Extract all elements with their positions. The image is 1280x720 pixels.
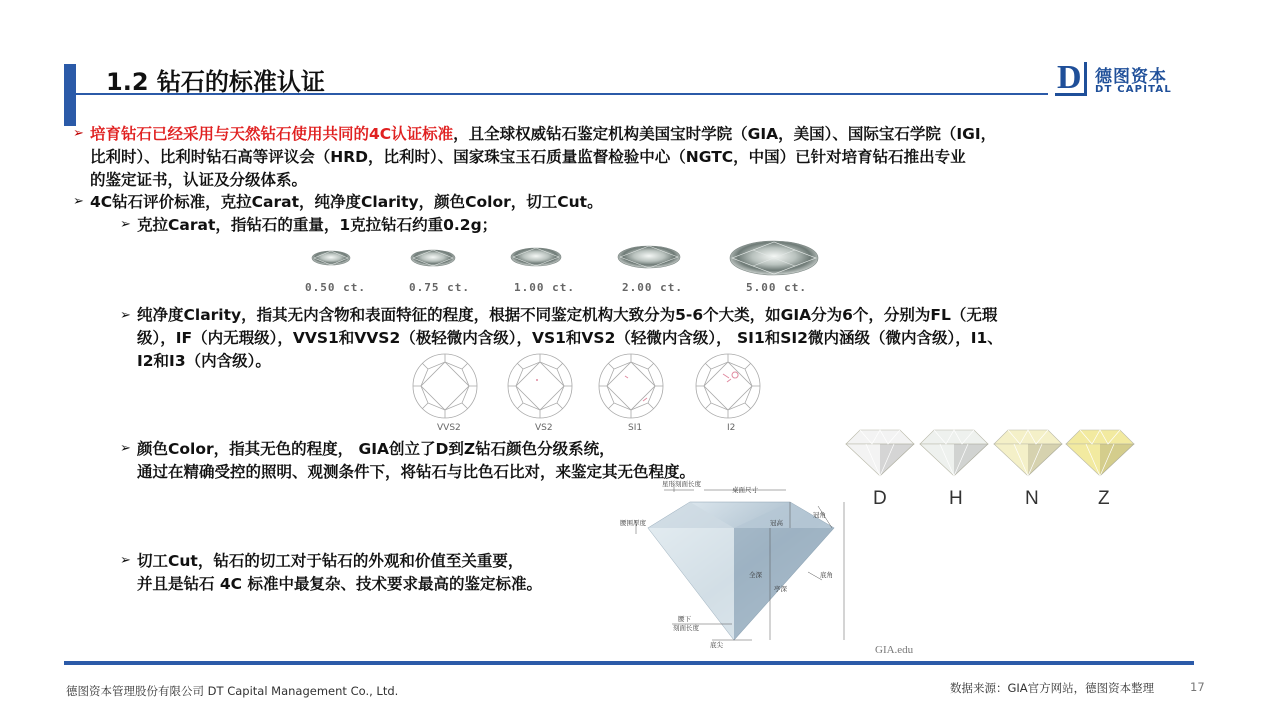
clarity-vvs2-icon: [413, 354, 477, 418]
color-line-2: 通过在精确受控的照明、观测条件下，将钻石与比色石比对，来鉴定其无色程度。: [137, 463, 696, 481]
footer-company: 德图资本管理股份有限公司 DT Capital Management Co., Ltd.: [66, 684, 399, 698]
clarity-vs2-icon: [508, 354, 572, 418]
diamond-2-00ct-icon: [618, 246, 680, 268]
cut-label-star: 星形刻面长度: [662, 480, 701, 488]
cut-label-lower-half: 腰下: [678, 615, 691, 623]
bullet-arrow-icon: ➢: [73, 126, 84, 141]
footer-data-source: 数据来源：GIA官方网站，德图资本整理: [950, 681, 1155, 695]
carat-description: 克拉Carat，指钻石的重量，1克拉钻石约重0.2g；: [137, 216, 498, 234]
carat-label: 0.50 ct.: [305, 281, 366, 294]
color-grade-label: Z: [1098, 488, 1110, 509]
bullet-arrow-icon: ➢: [120, 308, 131, 323]
diamond-5-00ct-icon: [730, 241, 818, 275]
company-logo: [1055, 59, 1185, 96]
clarity-grade-label: VS2: [535, 423, 553, 433]
cut-label-crown-height: 冠高: [770, 519, 783, 527]
bullet-1-line-3: 的鉴定证书，认证及分级体系。: [90, 171, 308, 189]
carat-label: 0.75 ct.: [409, 281, 470, 294]
color-diamond-h-icon: [920, 430, 988, 476]
cut-label-pavilion-depth: 亭深: [774, 585, 787, 593]
page-number: 17: [1190, 680, 1205, 694]
page-title: 1.2 钻石的标准认证: [106, 68, 325, 96]
cut-label-pavilion-angle: 底角: [820, 571, 833, 579]
color-grade-label: H: [949, 488, 963, 509]
carat-label: 5.00 ct.: [746, 281, 807, 294]
carat-label: 2.00 ct.: [622, 281, 683, 294]
footer-divider: [64, 661, 1194, 665]
clarity-grade-label: VVS2: [437, 423, 461, 433]
clarity-diagrams: [405, 348, 775, 424]
image-source-label: GIA.edu: [875, 644, 914, 656]
bullet-1-line-1: 培育钻石已经采用与天然钻石使用共同的4C认证标准，且全球权威钻石鉴定机构美国宝时学院（GIA，美国）、国际宝石学院（IGI，: [90, 125, 997, 143]
color-line-1: 颜色Color，指其无色的程度， GIA创立了D到Z钻石颜色分级系统，: [137, 440, 615, 458]
color-diamonds-image: [840, 418, 1150, 480]
clarity-grade-label: SI1: [628, 423, 643, 433]
bullet-1-highlight: 培育钻石已经采用与天然钻石使用共同的4C认证标准: [90, 125, 454, 143]
clarity-line-1: 纯净度Clarity，指其无内含物和表面特征的程度，根据不同鉴定机构大致分为5-6个大类，如GIA分为6个，分别为FL（无瑕: [137, 306, 998, 324]
color-diamond-n-icon: [994, 430, 1062, 476]
cut-label-lower-half-length: 刻面长度: [673, 624, 699, 632]
logo-mark-icon: D: [1055, 62, 1087, 96]
cut-label-crown-angle: 冠角: [813, 511, 826, 519]
diamond-0-75ct-icon: [411, 250, 455, 266]
cut-label-girdle: 腰围厚度: [620, 519, 646, 527]
color-diamond-d-icon: [846, 430, 914, 476]
diamond-0-50ct-icon: [312, 251, 350, 265]
cut-line-2: 并且是钻石 4C 标准中最复杂、技术要求最高的鉴定标准。: [137, 575, 542, 593]
bullet-2-4c-standard: 4C钻石评价标准，克拉Carat，纯净度Clarity，颜色Color，切工Cut。: [90, 193, 603, 211]
bullet-arrow-icon: ➢: [120, 553, 131, 568]
carat-label: 1.00 ct.: [514, 281, 575, 294]
logo-english-name: DT CAPITAL: [1095, 84, 1172, 95]
bullet-arrow-icon: ➢: [73, 194, 84, 209]
bullet-arrow-icon: ➢: [120, 217, 131, 232]
color-diamond-z-icon: [1066, 430, 1134, 476]
clarity-line-3: I2和I3（内含级）。: [137, 352, 271, 370]
clarity-line-2: 级），IF（内无瑕级），VVS1和VVS2（极轻微内含级），VS1和VS2（轻微内含级）， SI1和SI2微内涵级（微内含级），I1、: [137, 329, 1003, 347]
cut-label-culet: 底尖: [710, 641, 723, 649]
bullet-arrow-icon: ➢: [120, 441, 131, 456]
carat-diamond-images: [300, 236, 840, 282]
cut-label-table: 桌面尺寸: [732, 486, 758, 494]
title-accent-bar: [64, 64, 76, 126]
cut-line-1: 切工Cut，钻石的切工对于钻石的外观和价值至关重要，: [137, 552, 524, 570]
clarity-grade-label: I2: [727, 423, 736, 433]
color-grade-label: D: [873, 488, 887, 509]
bullet-1-line-2: 比利时）、比利时钻石高等评议会（HRD，比利时）、国家珠宝玉石质量监督检验中心（NGTC，中国）已针对培育钻石推出专业: [90, 148, 966, 166]
clarity-i2-icon: [696, 354, 760, 418]
diamond-1-00ct-icon: [511, 248, 561, 266]
clarity-si1-icon: [599, 354, 663, 418]
cut-label-total-depth: 全深: [749, 571, 762, 579]
cut-proportion-diagram: [612, 476, 874, 656]
logo-chinese-name: 德图资本: [1095, 67, 1167, 87]
color-grade-label: N: [1025, 488, 1039, 509]
